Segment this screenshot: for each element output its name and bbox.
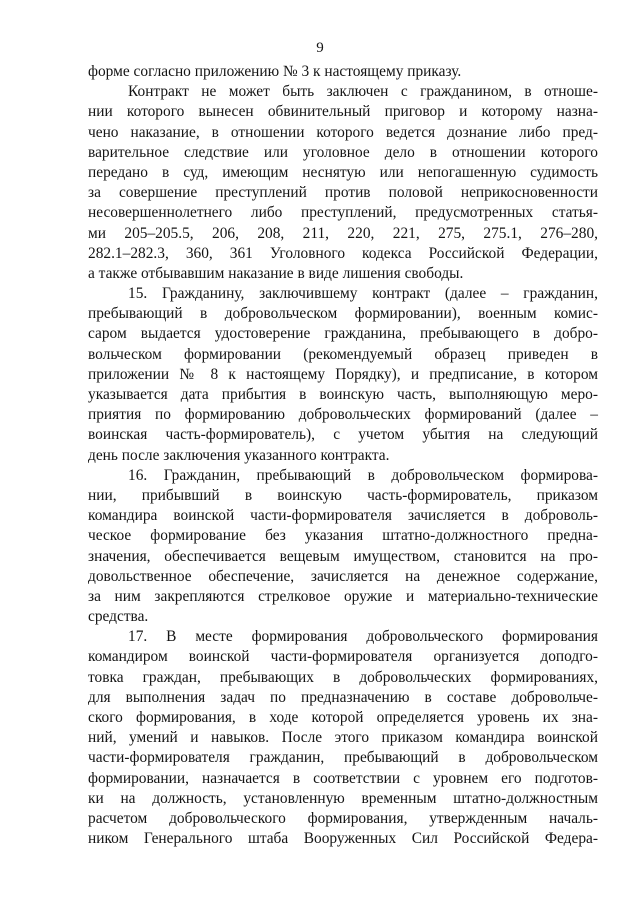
text-line: 282.1–282.3, 360, 361 Уголовного кодекса Российской Федерации, — [88, 244, 598, 262]
text-line: воинская часть-формирователь), с учетом убытия на следующий — [88, 426, 598, 444]
text-line: 16. Гражданин, пребывающий в добровольческом формирова- — [128, 466, 598, 484]
text-line: ского формирования, в ходе которой определяется уровень их зна- — [88, 709, 598, 726]
text-line: варительное следствие или уголовное дело в отношении которого — [88, 143, 598, 161]
text-line: 15. Гражданину, заключившему контракт (далее – гражданин, — [128, 285, 598, 303]
text-line: указывается дата прибытия в воинскую часть, выполняющую меро- — [88, 386, 598, 403]
text-line: Контракт не может быть заключен с гражданином, в отноше- — [128, 83, 598, 101]
text-line: приложении № 8 к настоящему Порядку), и предписание, в котором — [88, 365, 598, 383]
text-line: довольственное обеспечение, зачисляется на денежное содержание, — [88, 567, 598, 585]
page-number: 9 — [316, 40, 324, 56]
text-line: день после заключения указанного контракта. — [88, 446, 390, 464]
text-line: за ним закрепляются стрелковое оружие и материально-технические — [88, 587, 598, 605]
text-line: 17. В месте формирования добровольческого формирования — [128, 628, 598, 646]
text-line: формировании, назначается в соответствии с уровнем его подготов- — [88, 769, 598, 787]
text-line: командира воинской части-формирователя зачисляется в доброволь- — [88, 507, 598, 525]
text-line: ческое формирование без указания штатно-должностного предна- — [88, 527, 598, 545]
text-line: ний, умений и навыков. После этого приказом командира воинской — [88, 729, 598, 747]
text-line: товка граждан, пребывающих в добровольческих формированиях, — [88, 668, 598, 686]
text-line: вольческом формировании (рекомендуемый образец приведен в — [88, 345, 598, 363]
text-line: несовершеннолетнего либо преступлений, предусмотренных статья- — [88, 204, 598, 222]
text-line: пребывающий в добровольческом формировании), военным комис- — [88, 305, 598, 323]
document-body — [88, 62, 598, 849]
text-line: за совершение преступлений против половой неприкосновенности — [88, 184, 598, 202]
text-line: ником Генерального штаба Вооруженных Сил Российской Федера- — [88, 830, 598, 848]
text-line: ки на должность, установленную временным штатно-должностным — [88, 789, 598, 807]
text-line: части-формирователя гражданин, пребывающий в добровольческом — [88, 749, 598, 767]
text-line: командиром воинской части-формирователя организуется доподго- — [88, 648, 598, 666]
text-line: а также отбывавшим наказание в виде лишения свободы. — [88, 264, 464, 282]
text-line: форме согласно приложению № 3 к настоящему приказу. — [88, 63, 462, 80]
text-line: ми 205–205.5, 206, 208, 211, 220, 221, 275, 275.1, 276–280, — [88, 224, 598, 242]
text-line: для выполнения задач по предназначению в составе добровольче- — [88, 688, 598, 706]
text-line: саром выдается удостоверение гражданина, пребывающего в добро- — [88, 325, 598, 343]
text-line: значения, обеспечивается вещевым имуществом, становится на про- — [88, 547, 598, 565]
text-line: чено наказание, в отношении которого ведется дознание либо пред- — [88, 123, 598, 141]
text-line: приятия по формированию добровольческих формирований (далее – — [88, 406, 598, 424]
text-line: средства. — [88, 608, 149, 626]
text-line: расчетом добровольческого формирования, утвержденным началь- — [88, 809, 598, 827]
text-line: нии которого вынесен обвинительный приговор и которому назна- — [88, 103, 598, 121]
text-line: нии, прибывший в воинскую часть-формирователь, приказом — [88, 486, 598, 504]
text-line: передано в суд, имеющим неснятую или непогашенную судимость — [88, 163, 598, 181]
